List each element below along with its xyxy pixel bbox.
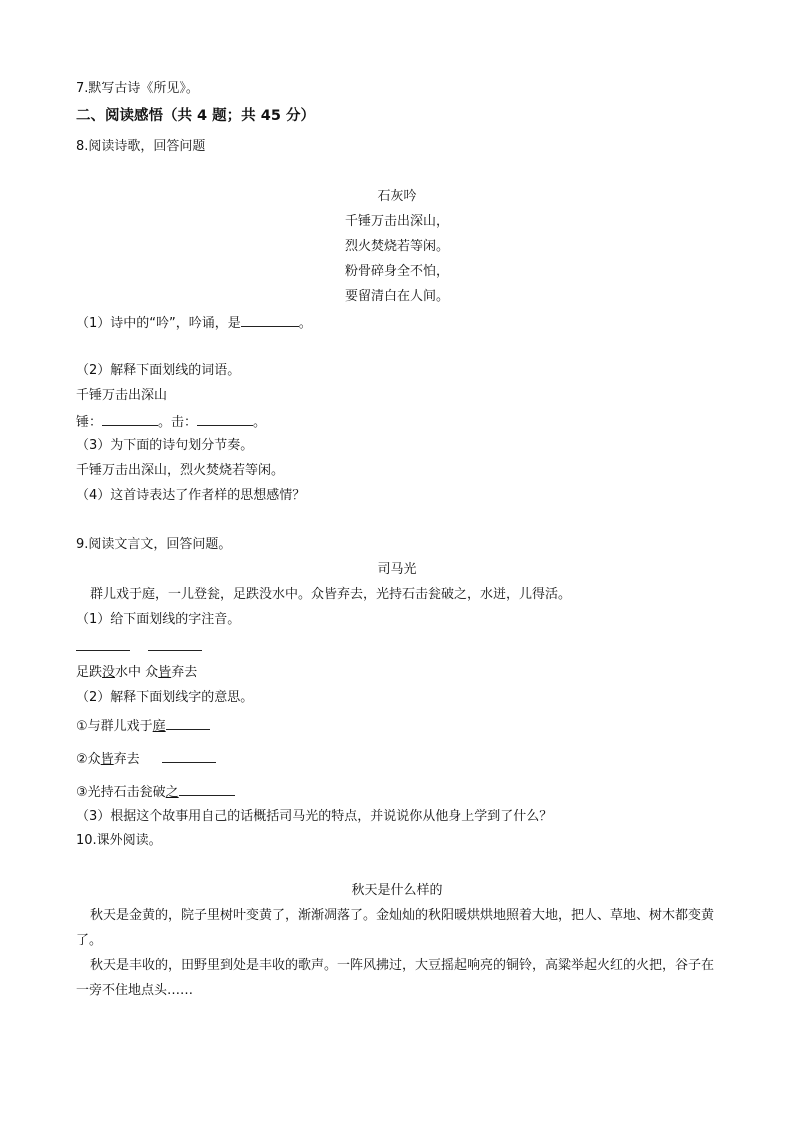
poem-title: 石灰吟: [377, 189, 417, 204]
q8-part-2-line: 千锤万击出深山: [76, 388, 168, 403]
question-10-intro: 10.课外阅读。: [76, 833, 162, 848]
q8-part-2: （2）解释下面划线的词语。: [76, 363, 241, 378]
q9-item-1: ①与群儿戏于庭: [76, 716, 210, 736]
q8-part-4: （4）这首诗表达了作者样的思想感情？: [76, 488, 306, 503]
article-title: 秋天是什么样的: [351, 883, 443, 898]
question-7: 7.默写古诗《所见》。: [76, 81, 199, 96]
q8-part-3: （3）为下面的诗句划分节奏。: [76, 438, 254, 453]
answer-blank[interactable]: [241, 313, 299, 327]
poem-line-2: 烈火焚烧若等闲。: [344, 239, 449, 254]
article-paragraph-1: 秋天是金黄的，院子里树叶变黄了，渐渐凋落了。金灿灿的秋阳暖烘烘地照着大地，把人、草地、树木都变黄了。: [76, 908, 715, 948]
passage-text: 群儿戏于庭，一儿登瓮，足跌没水中。众皆弃去，光持石击瓮破之，水迸，儿得活。: [90, 587, 572, 602]
poem-line-4: 要留清白在人间。: [344, 289, 449, 304]
answer-blank[interactable]: [197, 412, 253, 426]
q9-part-3: （3）根据这个故事用自己的话概括司马光的特点，并说说你从他身上学到了什么？: [76, 809, 553, 824]
question-9-intro: 9.阅读文言文，回答问题。: [76, 537, 232, 552]
q9-item-3: ③光持石击瓮破之: [76, 782, 235, 802]
q9-item-2: ②众皆弃去: [76, 749, 216, 769]
q8-part-1: （1）诗中的“吟”，吟诵，是 。: [76, 313, 312, 333]
answer-blank[interactable]: [166, 716, 210, 730]
q8-part-3-line: 千锤万击出深山，烈火焚烧若等闲。: [76, 463, 285, 478]
q9-part-1: （1）给下面划线的字注音。: [76, 612, 241, 627]
q8-part-2-answers: 锤： 。击： 。: [76, 412, 266, 432]
article-paragraph-2: 秋天是丰收的，田野里到处是丰收的歌声。一阵风拂过，大豆摇起响亮的铜铃，高粱举起火红的火把，谷子在一旁不住地点头……: [76, 958, 715, 998]
pinyin-blank-2[interactable]: [148, 650, 202, 651]
question-8-intro: 8.阅读诗歌，回答问题: [76, 139, 206, 154]
answer-blank[interactable]: [102, 412, 158, 426]
q9-part-2: （2）解释下面划线字的意思。: [76, 690, 254, 705]
section-heading: 二、阅读感悟（共 4 题；共 45 分）: [76, 108, 315, 124]
pinyin-blank-1[interactable]: [76, 650, 130, 651]
answer-blank[interactable]: [179, 782, 235, 796]
poem-line-1: 千锤万击出深山，: [344, 214, 449, 229]
passage-title: 司马光: [377, 562, 417, 577]
q9-part-1-line: 足跌没水中 众皆弃去: [76, 665, 198, 680]
poem-line-3: 粉骨碎身全不怕，: [344, 264, 449, 279]
answer-blank[interactable]: [162, 749, 216, 763]
